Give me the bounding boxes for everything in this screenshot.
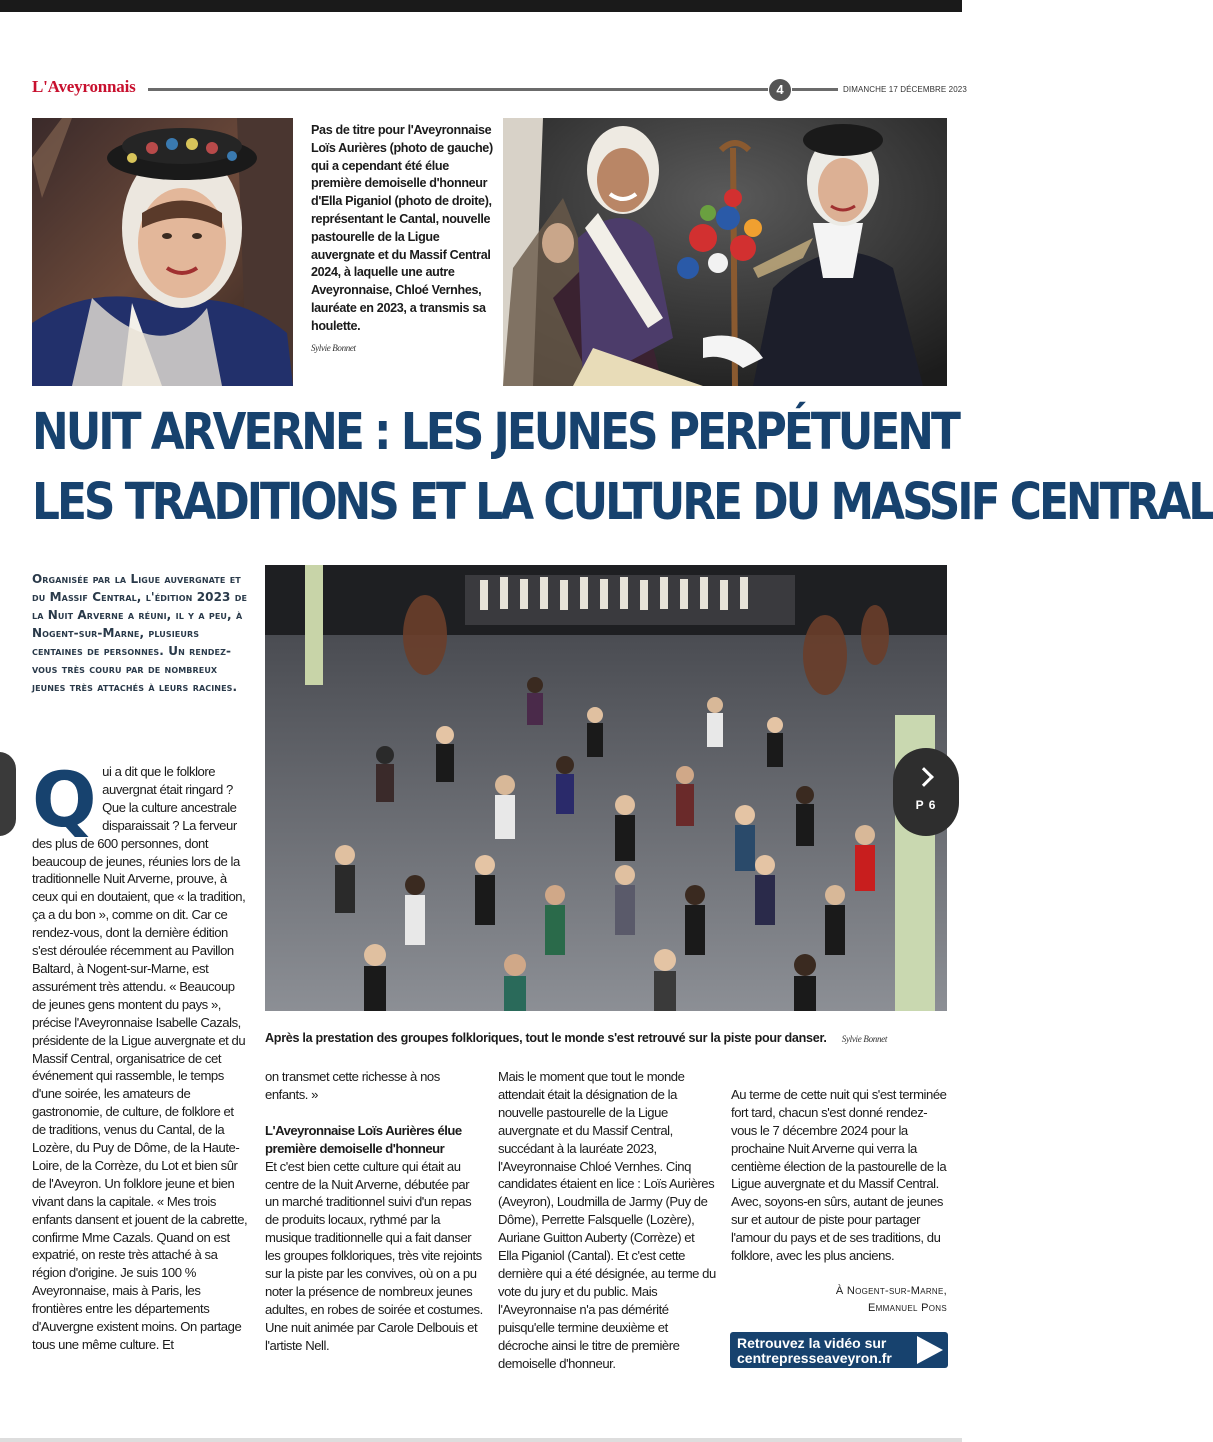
- top-photo-caption: [311, 122, 493, 357]
- signature-author: Emmanuel Pons: [868, 1302, 947, 1314]
- play-arrow-icon: [917, 1336, 943, 1364]
- video-promo-url: centrepresseaveyron.fr: [737, 1350, 892, 1366]
- main-caption-text: Après la prestation des groupes folkloriques, tout le monde s'est retrouvé sur la piste pour danser.: [265, 1031, 827, 1045]
- masthead-rule-right: [792, 88, 838, 91]
- page-number-badge: 4: [769, 79, 791, 101]
- article-intro: Organisée par la Ligue auvergnate et du Massif Central, l'édition 2023 de la Nuit Arverne a réuni, il y a peu, à Nogent-sur-Marne, plusieurs centaines de personnes. Un rendez-vous très couru par de nombreux jeunes très attachés à leurs racines.: [32, 572, 248, 694]
- viewer-bottom-bar: [0, 1438, 962, 1442]
- article-column-2: [265, 1068, 483, 1355]
- column-3-text: Mais le moment que tout le monde attendait était la désignation de la nouvelle pastourelle de la Ligue auvergnate et du Massif Central, succédant à la lauréate 2023, l'Aveyronnaise Chloé Vernhes. Cinq candidates étaient en lice : Loïs Aurières (Aveyron), Loudmilla de Jarmy (Puy de Dôme), Perrette Falsquelle (Lozère), Auriane Guitton Auberty (Corrèze) et Ella Piganiol (Cantal). Et c'est cette dernière qui a été désignée, au terme du vote du jury et du public. Mais l'Aveyronnaise n'a pas démérité puisqu'elle termine deuxième et décroche ainsi le titre de première demoiselle d'honneur.: [498, 1069, 716, 1371]
- column-4-text: Au terme de cette nuit qui s'est terminée fort tard, chacun s'est donné rendez-vous le 7 décembre 2024 pour la prochaine Nuit Arverne qui verra la centième élection de la pastourelle de la Ligue auvergnate et du Massif Central. Avec, soyons-en sûrs, autant de jeunes sur et autour de piste pour partager l'amour du pays et de ses traditions, du folklore, avec les plus anciens.: [731, 1086, 947, 1264]
- main-photo-credit: Sylvie Bonnet: [841, 1034, 888, 1044]
- top-caption-text: Pas de titre pour l'Aveyronnaise Loïs Aurières (photo de gauche) qui a cependant été élue première demoiselle d'honneur d'Ella Piganiol (photo de droite), représentant le Cantal, nouvelle pastourelle de la Ligue auvergnate et du Massif Central 2024, à laquelle une autre Aveyronnaise, Chloé Vernhes, lauréate en 2023, a transmis sa houlette.: [311, 123, 493, 333]
- column-1-text: ui a dit que le folklore auvergnat était ringard ? Que la culture ancestrale disparaissait ? La ferveur des plus de 600 personnes, dont beaucoup de jeunes, réunies lors de la traditionnelle Nuit Arverne, prouve, à ceux qui en doutaient, que « la tradition, ça a du bon », comme on dit. Car ce rendez-vous, dont la dernière édition s'est déroulée récemment au Pavillon Baltard, à Nogent-sur-Marne, est assurément très attendu. « Beaucoup de jeunes gens montent du pays », précise l'Aveyronnaise Isabelle Cazals, présidente de la Ligue auvergnate et du Massif Central, organisatrice de cet événement qui rassemble, le temps d'une soirée, les amateurs de gastronomie, de culture, de folklore et de traditions, venus du Cantal, de la Lozère, du Puy de Dôme, de la Haute-Loire, de la Corrèze, du Lot et bien sûr de l'Aveyron. Un folklore jeune et bien vivant dans la capitale. « Mes trois enfants dansent et jouent de la cabrette, confirme Mme Cazals. Quand on est expatrié, on reste très attaché à sa région d'origine. Je suis 100 % Aveyronnaise, mais à Paris, les frontières entre les départements d'Auvergne existent moins. On partage tous une même culture. Et: [32, 764, 248, 1352]
- next-page-label: P 6: [915, 798, 937, 812]
- signature-place: À Nogent-sur-Marne,: [835, 1285, 947, 1297]
- headline-line-2: LES TRADITIONS ET LA CULTURE DU MASSIF CENTRAL: [32, 473, 1213, 532]
- dance-floor-photo: [265, 565, 947, 1011]
- video-promo-link[interactable]: [730, 1332, 948, 1368]
- chevron-right-icon: [914, 767, 934, 787]
- pastourelle-photo-right: [503, 118, 947, 386]
- article-headline: [32, 398, 1213, 538]
- article-subhead: L'Aveyronnaise Loïs Aurières élue première demoiselle d'honneur: [265, 1122, 462, 1156]
- viewer-top-bar: [0, 0, 962, 12]
- masthead-rule: [148, 88, 768, 91]
- headline-line-1: NUIT ARVERNE : LES JEUNES PERPÉTUENT: [32, 403, 958, 462]
- portrait-photo-left: [32, 118, 293, 386]
- main-photo-caption: [265, 1031, 955, 1045]
- issue-date: DIMANCHE 17 DÉCEMBRE 2023: [843, 85, 967, 94]
- newspaper-logo: L'Aveyronnais: [32, 77, 136, 96]
- column-2-text: Et c'est bien cette culture qui était au centre de la Nuit Arverne, débutée par un marché traditionnel suivi d'un repas de produits locaux, rythmé par la musique traditionnelle qui a fait danser les groupes folkloriques, très vite rejoints sur la piste par les convives, où on a pu noter la présence de nombreux jeunes adultes, en robes de soirée et costumes. Une nuit animée par Carole Delbouis et l'artiste Nell.: [265, 1158, 483, 1353]
- article-column-3: [498, 1068, 716, 1372]
- previous-page-button[interactable]: [0, 752, 16, 836]
- next-page-button[interactable]: [893, 748, 959, 836]
- article-column-1: [32, 755, 250, 1354]
- drop-cap: Q: [32, 755, 97, 844]
- video-promo-line-1: Retrouvez la vidéo sur: [737, 1335, 887, 1351]
- article-column-4: [731, 1068, 949, 1265]
- article-signature: [731, 1283, 947, 1317]
- column-2-continuation: on transmet cette richesse à nos enfants. »: [265, 1069, 440, 1102]
- top-photo-credit: Sylvie Bonnet: [311, 342, 356, 353]
